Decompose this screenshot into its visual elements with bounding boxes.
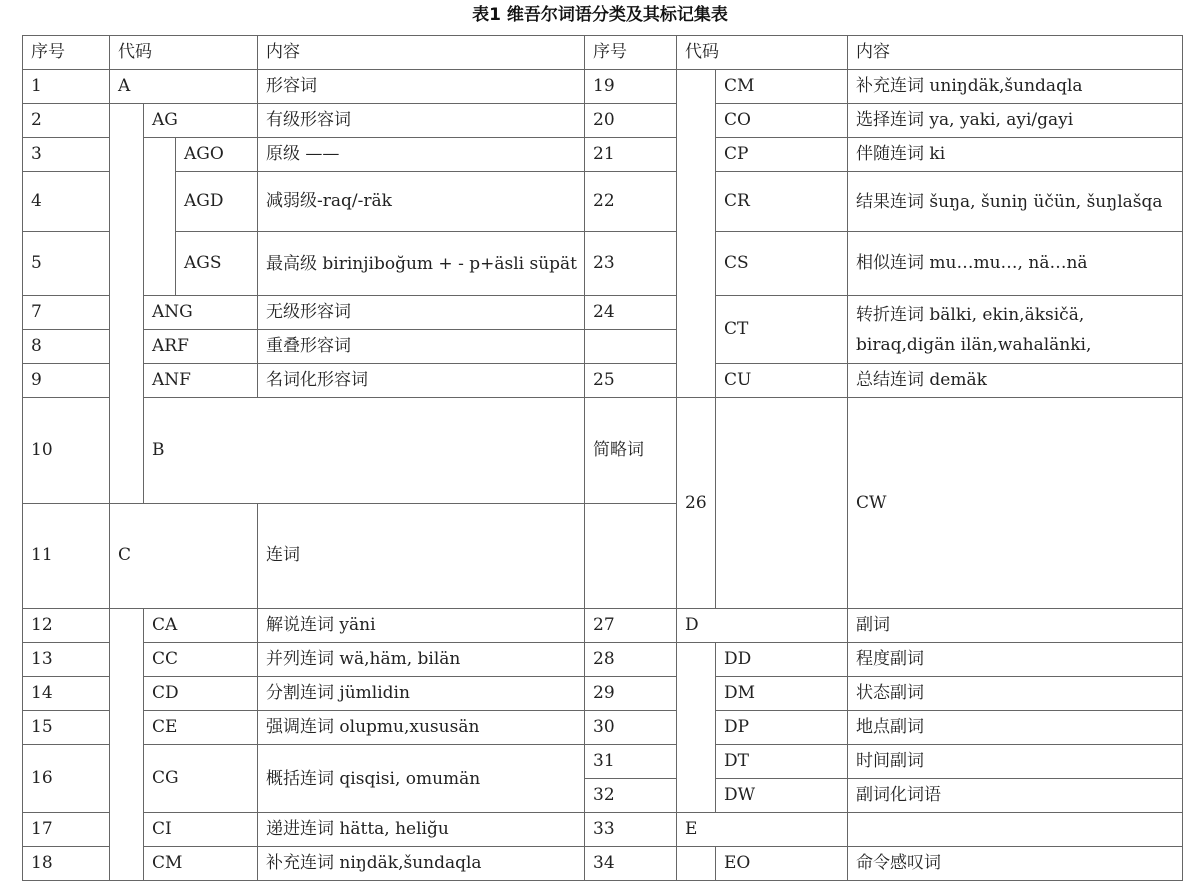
table-row — [23, 70, 1183, 104]
row-code: CO — [716, 104, 848, 138]
row-code: CD — [144, 677, 258, 711]
row-content: 递进连词 hätta, heliğu — [258, 813, 585, 847]
row-no: 5 — [23, 232, 110, 296]
row-no: 19 — [585, 70, 677, 104]
row-no: 10 — [23, 398, 110, 504]
indent-cell — [677, 70, 716, 398]
empty-content-cell — [848, 813, 1183, 847]
row-content: 补充连词 niŋdäk,šundaqla — [258, 847, 585, 881]
row-no: 21 — [585, 138, 677, 172]
row-content: 命令感叹词 — [848, 847, 1183, 881]
row-no: 28 — [585, 643, 677, 677]
row-content: 补充连词 uniŋdäk,šundaqla — [848, 70, 1183, 104]
row-code: CA — [144, 609, 258, 643]
table-row — [23, 172, 1183, 232]
row-code: CM — [716, 70, 848, 104]
row-content: 程度副词 — [848, 643, 1183, 677]
row-content: 分割连词 jümlidin — [258, 677, 585, 711]
row-code: AGS — [176, 232, 258, 296]
header-content: 内容 — [848, 36, 1183, 70]
tag-set-table — [22, 35, 1183, 881]
table-row — [23, 104, 1183, 138]
row-no: 29 — [585, 677, 677, 711]
row-code: D — [677, 609, 848, 643]
row-content: 最高级 birinjiboğum + - p+äsli süpät — [258, 232, 585, 296]
row-content: 地点副词 — [848, 711, 1183, 745]
row-no: 23 — [585, 232, 677, 296]
row-no: 17 — [23, 813, 110, 847]
indent-cell — [677, 847, 716, 881]
row-code: DW — [716, 779, 848, 813]
table-row — [23, 745, 1183, 779]
table-title: 表1 维吾尔词语分类及其标记集表 — [472, 5, 728, 25]
row-no: 24 — [585, 296, 677, 330]
row-content: 选择连词 ya, yaki, ayi/gayi — [848, 104, 1183, 138]
indent-cell — [110, 104, 144, 504]
row-content: 副词 — [848, 609, 1183, 643]
row-no: 31 — [585, 745, 677, 779]
row-content: 总结连词 demäk — [848, 364, 1183, 398]
row-no: 20 — [585, 104, 677, 138]
table-row — [23, 643, 1183, 677]
table-row — [23, 813, 1183, 847]
header-no: 序号 — [585, 36, 677, 70]
table-row — [23, 138, 1183, 172]
row-no: 3 — [23, 138, 110, 172]
row-content: 时间副词 — [848, 745, 1183, 779]
row-content: 无级形容词 — [258, 296, 585, 330]
indent-cell — [716, 398, 848, 609]
row-code: ARF — [144, 330, 258, 364]
row-no: 2 — [23, 104, 110, 138]
row-code: AGD — [176, 172, 258, 232]
row-content: 解说连词 yäni — [258, 609, 585, 643]
table-row — [23, 711, 1183, 745]
row-code: CU — [716, 364, 848, 398]
row-code: CT — [716, 296, 848, 364]
header-content: 内容 — [258, 36, 585, 70]
row-code: CW — [848, 398, 1183, 609]
table-row — [23, 232, 1183, 296]
table-row — [23, 296, 1183, 330]
row-content: 有级形容词 — [258, 104, 585, 138]
row-code: A — [110, 70, 258, 104]
row-content: 重叠形容词 — [258, 330, 585, 364]
row-no: 16 — [23, 745, 110, 813]
row-code: CG — [144, 745, 258, 813]
row-code: C — [110, 503, 258, 609]
row-content: 相似连词 mu…mu…, nä…nä — [848, 232, 1183, 296]
row-code: E — [677, 813, 848, 847]
table-row — [23, 677, 1183, 711]
header-no: 序号 — [23, 36, 110, 70]
row-no: 1 — [23, 70, 110, 104]
indent-cell — [144, 138, 176, 296]
table-row — [23, 847, 1183, 881]
row-code: DM — [716, 677, 848, 711]
row-content: 强调连词 olupmu,xususän — [258, 711, 585, 745]
header-code: 代码 — [677, 36, 848, 70]
row-no: 30 — [585, 711, 677, 745]
row-code: DD — [716, 643, 848, 677]
row-no: 8 — [23, 330, 110, 364]
row-no: 4 — [23, 172, 110, 232]
row-content: 减弱级-raq/-räk — [258, 172, 585, 232]
row-code: DT — [716, 745, 848, 779]
row-code: AG — [144, 104, 258, 138]
row-code: CC — [144, 643, 258, 677]
row-content: 转折连词 bälki, ekin,äksičä, biraq,digän ilän,wahalänki, — [848, 296, 1183, 364]
row-code: CE — [144, 711, 258, 745]
row-no: 27 — [585, 609, 677, 643]
row-code: CI — [144, 813, 258, 847]
row-no: 11 — [23, 503, 110, 609]
row-code: ANF — [144, 364, 258, 398]
row-content: 并列连词 wä,häm, bilän — [258, 643, 585, 677]
row-content: 概括连词 qisqisi, omumän — [258, 745, 585, 813]
row-code: CP — [716, 138, 848, 172]
header-code: 代码 — [110, 36, 258, 70]
row-no: 33 — [585, 813, 677, 847]
row-no: 26 — [677, 398, 716, 609]
row-content: 结果连词 šuŋa, šuniŋ üčün, šuŋlašqa — [848, 172, 1183, 232]
row-no: 18 — [23, 847, 110, 881]
empty-no-cell — [585, 330, 677, 364]
row-no: 34 — [585, 847, 677, 881]
row-no: 15 — [23, 711, 110, 745]
row-no: 7 — [23, 296, 110, 330]
table-row — [23, 609, 1183, 643]
header-row — [23, 36, 1183, 70]
row-content: 形容词 — [258, 70, 585, 104]
row-code: DP — [716, 711, 848, 745]
row-content: 连词 — [258, 503, 585, 609]
row-content: 简略词 — [585, 398, 677, 504]
row-code: B — [144, 398, 585, 504]
row-no: 32 — [585, 779, 677, 813]
row-code: CS — [716, 232, 848, 296]
row-code: CR — [716, 172, 848, 232]
row-content: 状态副词 — [848, 677, 1183, 711]
row-no: 14 — [23, 677, 110, 711]
row-content: 原级 —— — [258, 138, 585, 172]
row-no: 25 — [585, 364, 677, 398]
table-row — [23, 364, 1183, 398]
row-code: CM — [144, 847, 258, 881]
row-no: 9 — [23, 364, 110, 398]
row-content: 名词化形容词 — [258, 364, 585, 398]
indent-cell — [110, 609, 144, 881]
table-row — [23, 398, 1183, 504]
row-code: EO — [716, 847, 848, 881]
indent-cell — [677, 643, 716, 813]
row-code: AGO — [176, 138, 258, 172]
row-content: 副词化词语 — [848, 779, 1183, 813]
row-no: 13 — [23, 643, 110, 677]
row-no: 12 — [23, 609, 110, 643]
row-code: ANG — [144, 296, 258, 330]
row-content: 伴随连词 ki — [848, 138, 1183, 172]
row-no: 22 — [585, 172, 677, 232]
